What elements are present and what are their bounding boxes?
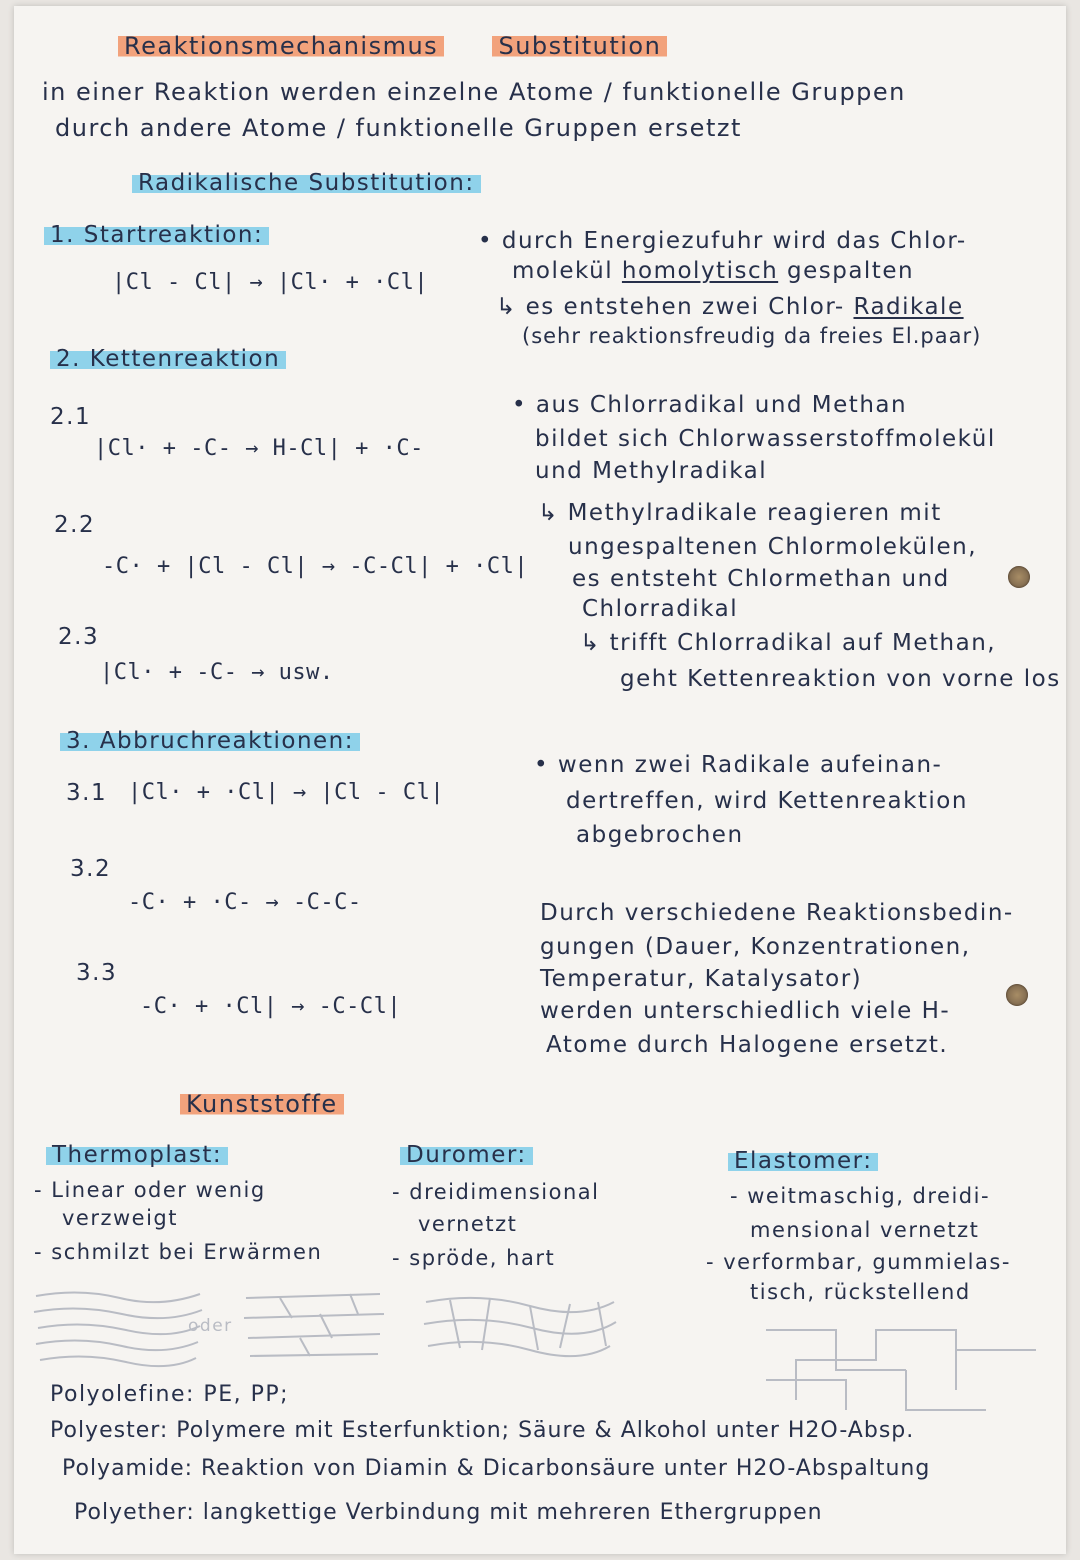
step-2-heading	[50, 346, 286, 374]
note-c5: Atome durch Halogene ersetzt.	[546, 1032, 949, 1058]
thermo-line-3: - schmilzt bei Erwärmen	[34, 1240, 323, 1264]
polymer-line-1: Polyolefine: PE, PP;	[50, 1382, 290, 1407]
duro-line-1: - dreidimensional	[392, 1180, 600, 1204]
radical-heading-text: Radikalische Substitution:	[132, 170, 481, 196]
elastomer-text: Elastomer:	[728, 1148, 878, 1174]
page-title	[118, 32, 667, 61]
formula-2-3: |Cl· + -C- → usw.	[100, 660, 334, 685]
note-c4: werden unterschiedlich viele H-	[540, 998, 951, 1024]
note-1c	[496, 294, 964, 322]
thermoplast-heading	[46, 1142, 228, 1170]
label-3-2: 3.2	[70, 856, 112, 882]
formula-3-2: -C· + ·C- → -C-C-	[128, 890, 362, 915]
duro-line-2: vernetzt	[418, 1212, 518, 1236]
polymer-line-4: Polyether: langkettige Verbindung mit mehreren Ethergruppen	[74, 1500, 823, 1525]
title-text: Reaktionsmechanismus	[118, 32, 444, 60]
paper-stain	[1008, 566, 1030, 588]
note-3c: abgebrochen	[576, 822, 744, 848]
intro-line-2: durch andere Atome / funktionelle Gruppen ersetzt	[55, 114, 742, 142]
polymer-line-3: Polyamide: Reaktion von Diamin & Dicarbonsäure unter H2O-Abspaltung	[62, 1456, 931, 1481]
thermo-line-2: verzweigt	[62, 1206, 178, 1230]
polymer-line-2: Polyester: Polymere mit Esterfunktion; Säure & Alkohol unter H2O-Absp.	[50, 1418, 915, 1443]
label-2-2: 2.2	[54, 512, 96, 538]
formula-2-2: -C· + |Cl - Cl| → -C-Cl| + ·Cl|	[102, 554, 529, 579]
note-1a: • durch Energiezufuhr wird das Chlor-	[478, 228, 967, 254]
step-1-heading	[44, 222, 269, 250]
note-21e: ungespaltenen Chlormolekülen,	[568, 534, 978, 560]
note-21a: • aus Chlorradikal und Methan	[512, 392, 908, 418]
formula-3-3: -C· + ·Cl| → -C-Cl|	[140, 994, 402, 1019]
note-1b-post: gespalten	[786, 258, 915, 284]
step-3-text: 3. Abbruchreaktionen:	[60, 728, 360, 754]
duromer-heading	[400, 1142, 533, 1170]
note-c3: Temperatur, Katalysator)	[540, 966, 863, 992]
note-3b: dertreffen, wird Kettenreaktion	[566, 788, 968, 814]
thermo-line-1: - Linear oder wenig	[34, 1178, 266, 1202]
elast-line-4: tisch, rückstellend	[750, 1280, 971, 1304]
step-1-text: 1. Startreaktion:	[44, 222, 269, 248]
branched-chains-sketch	[240, 1284, 390, 1364]
elastomer-network-sketch	[756, 1310, 1046, 1420]
note-1b-pre: molekül	[512, 258, 614, 284]
note-21d: ↳ Methylradikale reagieren mit	[538, 500, 942, 526]
step-2-text: 2. Kettenreaktion	[50, 346, 286, 372]
linear-chains-sketch	[30, 1284, 210, 1368]
note-21h: ↳ trifft Chlorradikal auf Methan,	[580, 630, 997, 656]
formula-1: |Cl - Cl| → |Cl· + ·Cl|	[112, 270, 429, 295]
step-3-heading	[60, 728, 360, 756]
title-text-2: Substitution	[492, 32, 667, 60]
elast-line-2: mensional vernetzt	[750, 1218, 980, 1242]
plastics-heading-text: Kunststoffe	[180, 1090, 344, 1118]
note-21g: Chlorradikal	[582, 596, 739, 622]
note-21i: geht Kettenreaktion von vorne los	[620, 666, 1061, 692]
note-c1: Durch verschiedene Reaktionsbedin-	[540, 900, 1014, 926]
duromer-text: Duromer:	[400, 1142, 533, 1168]
note-1c-underlined: Radikale	[853, 294, 964, 320]
thermoplast-text: Thermoplast:	[46, 1142, 228, 1168]
radical-heading	[132, 170, 481, 198]
formula-2-1: |Cl· + -C- → H-Cl| + ·C-	[94, 436, 424, 461]
note-c2: gungen (Dauer, Konzentrationen,	[540, 934, 971, 960]
crosslinked-sketch	[420, 1290, 620, 1370]
note-21c: und Methylradikal	[535, 458, 768, 484]
duro-line-3: - spröde, hart	[392, 1246, 556, 1270]
elastomer-heading	[728, 1148, 878, 1176]
note-21f: es entsteht Chlormethan und	[572, 566, 950, 592]
formula-3-1: |Cl· + ·Cl| → |Cl - Cl|	[128, 780, 445, 805]
note-1d: (sehr reaktionsfreudig da freies El.paar)	[522, 324, 982, 348]
note-1c-pre: ↳ es entstehen zwei Chlor-	[496, 294, 845, 320]
note-1b-underlined: homolytisch	[621, 258, 779, 284]
intro-line-1: in einer Reaktion werden einzelne Atome / funktionelle Gruppen	[42, 78, 906, 106]
note-3a: • wenn zwei Radikale aufeinan-	[534, 752, 943, 778]
oder-label: oder	[188, 1316, 233, 1336]
plastics-heading	[180, 1090, 344, 1119]
label-2-1: 2.1	[50, 404, 92, 430]
elast-line-1: - weitmaschig, dreidi-	[730, 1184, 991, 1208]
note-1b	[512, 258, 914, 286]
label-3-1: 3.1	[66, 780, 108, 806]
note-21b: bildet sich Chlorwasserstoffmolekül	[535, 426, 996, 452]
paper-stain-2	[1006, 984, 1028, 1006]
label-3-3: 3.3	[76, 960, 118, 986]
label-2-3: 2.3	[58, 624, 100, 650]
elast-line-3: - verformbar, gummielas-	[706, 1250, 1011, 1274]
